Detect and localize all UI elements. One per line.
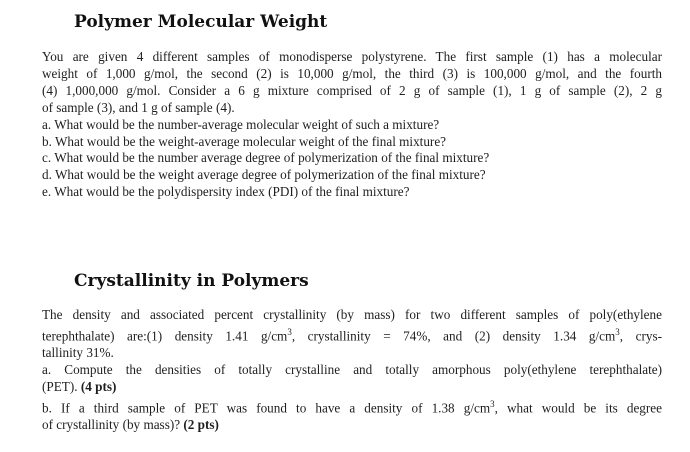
question-b: b. What would be the weight-average molecular weight of the final mixture? <box>42 133 447 149</box>
points-label: (2 pts) <box>183 417 219 433</box>
section-title-molecular-weight: Polymer Molecular Weight <box>74 12 328 32</box>
question-d: d. What would be the weight average degree of polymerization of the final mixture? <box>42 167 486 183</box>
crystallinity-problem <box>42 307 662 434</box>
question-e: e. What would be the polydispersity index (PDI) of the final mixture? <box>42 184 410 200</box>
points-label: (4 pts) <box>80 379 117 395</box>
question-b-cont: of crystallinity (by mass)? (2 pts) <box>42 417 219 433</box>
problem-line: tallinity 31%. <box>42 345 114 361</box>
problem-line: You are given 4 different samples of monodisperse polystyrene. The first sample (1) has a molecular <box>42 49 662 64</box>
problem-line: The density and associated percent crystallinity (by mass) for two different samples of poly(ethylene <box>42 307 662 322</box>
problem-line: terephthalate) are:(1) density 1.41 $g/cm^3$, crystallinity = 74%, and (2) density 1.34 $g/cm^3$, crys- <box>42 326 662 344</box>
question-c: c. What would be the number average degree of polymerization of the final mixture? <box>42 150 490 166</box>
molecular-weight-problem <box>42 49 662 201</box>
question-b: b. If a third sample of PET was found to have a density of 1.38 $g/cm^3$, what would be its degree <box>42 398 662 416</box>
section-title-crystallinity: Crystallinity in Polymers <box>74 271 309 291</box>
problem-line: of sample (3), and 1 g of sample (4). <box>42 99 235 115</box>
question-a: a. Compute the densities of totally crystalline and totally amorphous poly(ethylene terephthalate) <box>42 362 662 378</box>
question-a: a. What would be the number-average molecular weight of such a mixture? <box>42 116 440 132</box>
question-a-cont: (PET). (4 pts) <box>42 379 117 395</box>
problem-line: (4) 1,000,000 g/mol. Consider a 6 g mixture comprised of 2 g of sample (1), 1 g of sample (2), 2 g <box>42 82 662 98</box>
problem-line: weight of 1,000 g/mol, the second (2) is 10,000 g/mol, the third (3) is 100,000 g/mol, and the fourth <box>42 65 662 81</box>
